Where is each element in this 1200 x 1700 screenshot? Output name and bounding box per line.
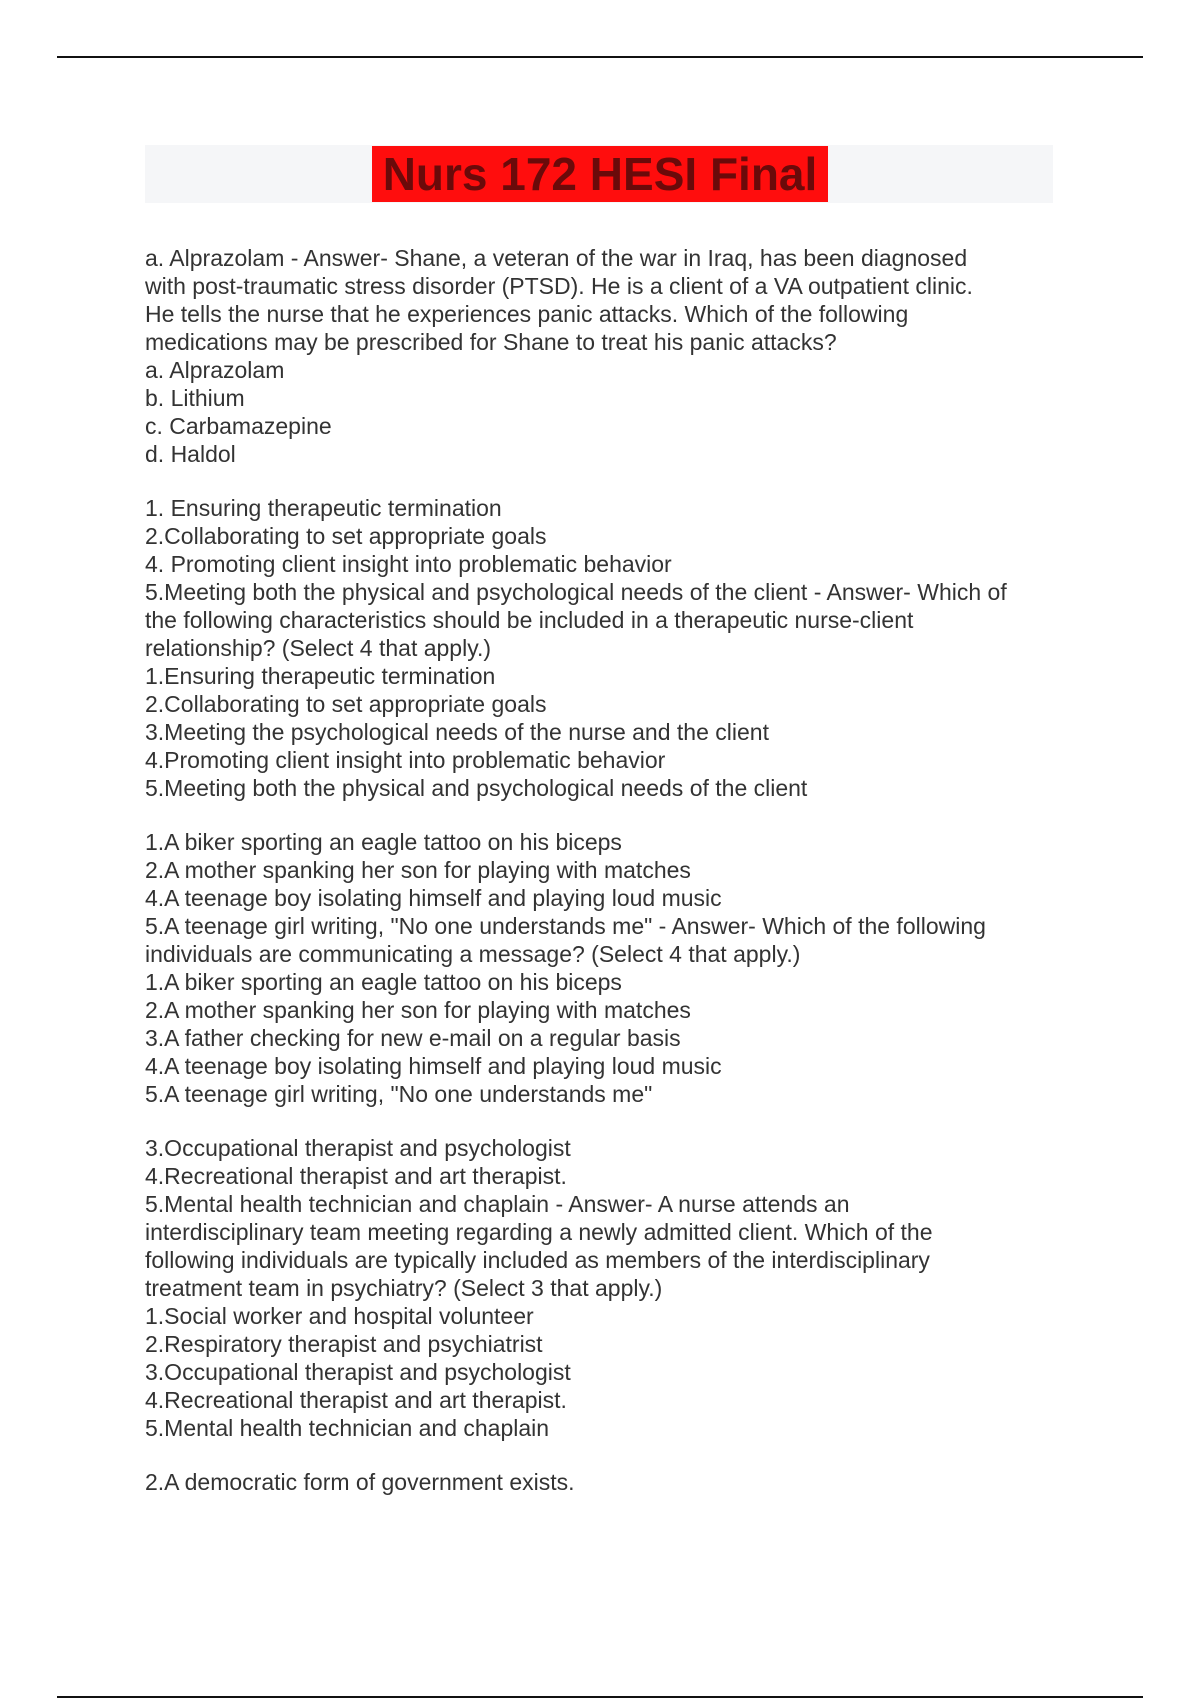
- question-block: [145, 1134, 1065, 1442]
- text-line: 1.A biker sporting an eagle tattoo on his biceps: [145, 969, 622, 995]
- text-line: the following characteristics should be included in a therapeutic nurse-client: [145, 607, 914, 633]
- text-line: 5.A teenage girl writing, "No one understands me": [145, 1081, 653, 1107]
- text-line: 2.Collaborating to set appropriate goals: [145, 523, 547, 549]
- question-block: [145, 1468, 1065, 1496]
- text-line: 3.Occupational therapist and psychologist: [145, 1359, 571, 1385]
- text-line: 5.Mental health technician and chaplain: [145, 1415, 550, 1441]
- text-line: 4.Promoting client insight into problematic behavior: [145, 747, 666, 773]
- text-line: 5.A teenage girl writing, "No one understands me" - Answer- Which of the following: [145, 913, 986, 939]
- text-line: with post-traumatic stress disorder (PTSD). He is a client of a VA outpatient clinic.: [145, 273, 973, 299]
- text-line: 4.Recreational therapist and art therapist.: [145, 1163, 567, 1189]
- text-line: 2.A mother spanking her son for playing with matches: [145, 857, 691, 883]
- text-line: a. Alprazolam: [145, 357, 285, 383]
- question-block: [145, 828, 1065, 1108]
- question-block: [145, 494, 1065, 802]
- text-line: b. Lithium: [145, 385, 245, 411]
- text-line: d. Haldol: [145, 441, 236, 467]
- text-line: 3.Occupational therapist and psychologist: [145, 1135, 571, 1161]
- text-line: individuals are communicating a message? (Select 4 that apply.): [145, 941, 801, 967]
- text-line: 2.A mother spanking her son for playing with matches: [145, 997, 691, 1023]
- text-line: 3.A father checking for new e-mail on a regular basis: [145, 1025, 681, 1051]
- question-block: [145, 244, 1065, 468]
- text-line: 5.Meeting both the physical and psychological needs of the client: [145, 775, 808, 801]
- text-line: 2.Respiratory therapist and psychiatrist: [145, 1331, 543, 1357]
- text-line: 2.A democratic form of government exists.: [145, 1469, 575, 1495]
- text-line: 1.A biker sporting an eagle tattoo on his biceps: [145, 829, 622, 855]
- text-line: treatment team in psychiatry? (Select 3 that apply.): [145, 1275, 663, 1301]
- document-title: Nurs 172 HESI Final: [372, 146, 828, 202]
- text-line: 1.Social worker and hospital volunteer: [145, 1303, 534, 1329]
- text-line: He tells the nurse that he experiences panic attacks. Which of the following: [145, 301, 909, 327]
- text-line: 4.A teenage boy isolating himself and playing loud music: [145, 1053, 722, 1079]
- text-line: 4.A teenage boy isolating himself and playing loud music: [145, 885, 722, 911]
- text-line: relationship? (Select 4 that apply.): [145, 635, 492, 661]
- bottom-rule: [57, 1696, 1143, 1698]
- text-line: 4. Promoting client insight into problematic behavior: [145, 551, 672, 577]
- text-line: 1.Ensuring therapeutic termination: [145, 663, 496, 689]
- text-line: 2.Collaborating to set appropriate goals: [145, 691, 547, 717]
- text-line: 5.Mental health technician and chaplain - Answer- A nurse attends an: [145, 1191, 850, 1217]
- text-line: interdisciplinary team meeting regarding a newly admitted client. Which of the: [145, 1219, 933, 1245]
- text-line: following individuals are typically included as members of the interdisciplinary: [145, 1247, 930, 1273]
- document-body: [145, 244, 1065, 1522]
- text-line: 3.Meeting the psychological needs of the nurse and the client: [145, 719, 769, 745]
- text-line: 5.Meeting both the physical and psychological needs of the client - Answer- Which of: [145, 579, 1007, 605]
- text-line: 1. Ensuring therapeutic termination: [145, 495, 502, 521]
- text-line: medications may be prescribed for Shane to treat his panic attacks?: [145, 329, 837, 355]
- top-rule: [57, 56, 1143, 58]
- text-line: c. Carbamazepine: [145, 413, 332, 439]
- text-line: 4.Recreational therapist and art therapist.: [145, 1387, 567, 1413]
- text-line: a. Alprazolam - Answer- Shane, a veteran of the war in Iraq, has been diagnosed: [145, 245, 968, 271]
